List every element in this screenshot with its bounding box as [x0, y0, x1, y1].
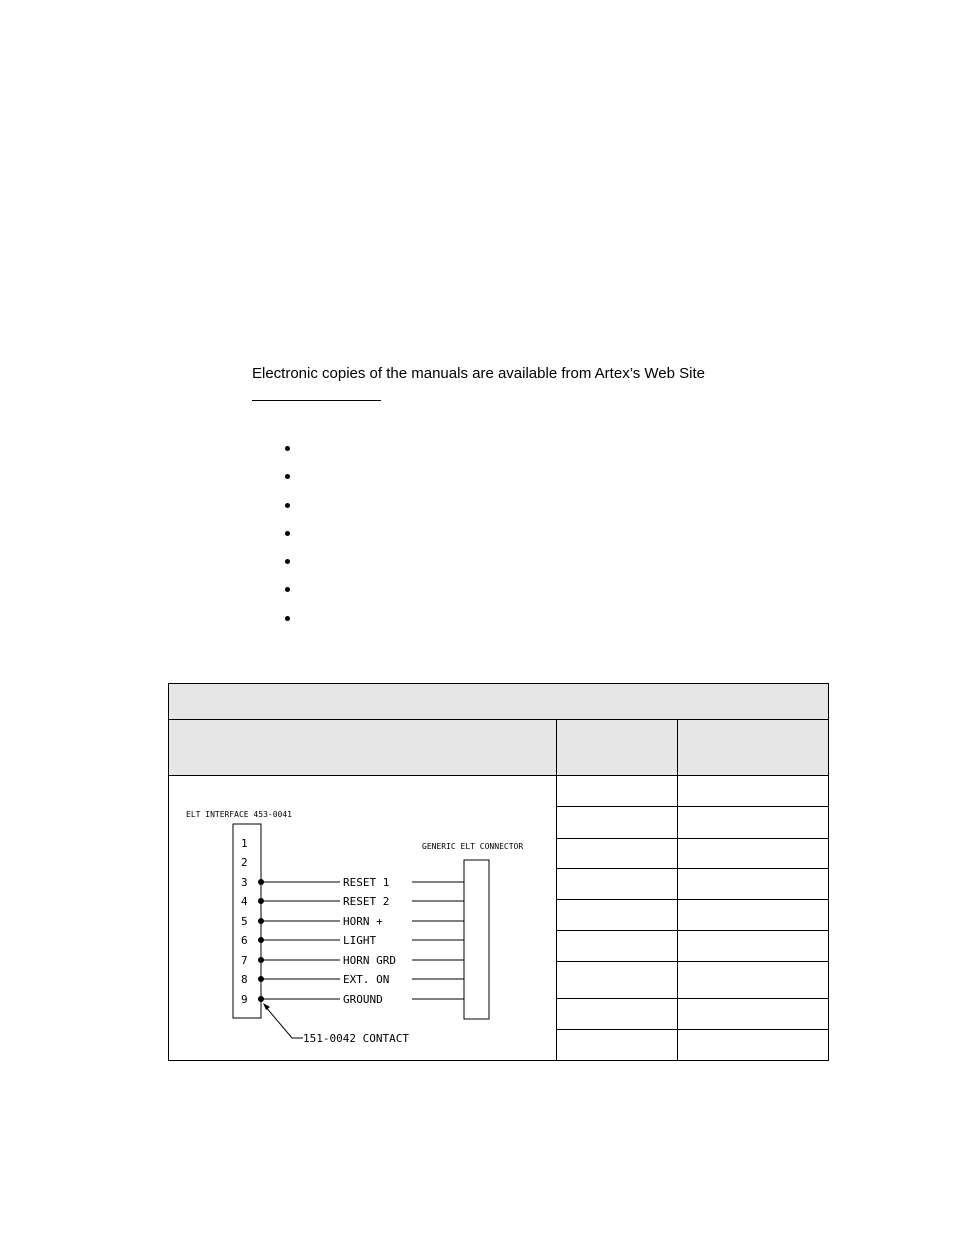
pin-number: 5 [241, 915, 248, 928]
signal-label: HORN GRD [343, 954, 396, 967]
manual-list [280, 440, 292, 638]
list-item [280, 468, 292, 496]
signal-label: RESET 2 [343, 895, 390, 908]
pin-number: 3 [241, 876, 248, 889]
bullet-icon [285, 616, 290, 621]
table-cell-pin [557, 807, 678, 839]
table-cell-function [678, 900, 828, 931]
table-cell-pin [557, 869, 678, 900]
column-header-pin [557, 720, 678, 776]
table-cell-function [678, 869, 828, 900]
table-cell-pin [557, 776, 678, 807]
right-connector-body [464, 860, 489, 1019]
left-connector-label: ELT INTERFACE 453-0041 [186, 810, 292, 819]
table-cell-pin [557, 1030, 678, 1060]
signal-label: GROUND [343, 993, 383, 1006]
table-cell-function [678, 839, 828, 869]
list-item [280, 525, 292, 553]
bullet-icon [285, 503, 290, 508]
contact-label: 151-0042 CONTACT [303, 1032, 409, 1045]
list-item [280, 610, 292, 638]
bullet-icon [285, 531, 290, 536]
list-item [280, 440, 292, 468]
right-connector-label: GENERIC ELT CONNECTOR [422, 842, 524, 851]
table-cell-pin [557, 931, 678, 962]
table-title [169, 684, 828, 720]
pin-number: 6 [241, 934, 248, 947]
signal-label: RESET 1 [343, 876, 390, 889]
signal-label: EXT. ON [343, 973, 390, 986]
table-cell-pin [557, 900, 678, 931]
signal-label: LIGHT [343, 934, 377, 947]
list-item [280, 497, 292, 525]
table-cell-function [678, 1030, 828, 1060]
wiring-diagram-cell [169, 776, 557, 1060]
bullet-icon [285, 559, 290, 564]
table-cell-function [678, 776, 828, 807]
web-site-link-underline[interactable] [252, 400, 381, 401]
pin-number: 7 [241, 954, 248, 967]
column-header-diagram [169, 720, 557, 776]
pin-number: 4 [241, 895, 248, 908]
contact-arrowhead [263, 1003, 270, 1010]
list-item [280, 581, 292, 609]
table-cell-pin [557, 839, 678, 869]
table-cell-pin [557, 962, 678, 999]
intro-text: Electronic copies of the manuals are available from Artex’s Web Site [252, 365, 706, 382]
pin-number: 1 [241, 837, 248, 850]
signal-label: HORN + [343, 915, 383, 928]
pin-number: 2 [241, 856, 248, 869]
table-cell-function [678, 807, 828, 839]
table-cell-pin [557, 999, 678, 1030]
pin-number: 8 [241, 973, 248, 986]
pin-number: 9 [241, 993, 248, 1006]
wiring-diagram [169, 776, 555, 1060]
table-cell-function [678, 931, 828, 962]
column-header-function [678, 720, 828, 776]
wiring-table [168, 683, 829, 1061]
table-cell-function [678, 999, 828, 1030]
list-item [280, 553, 292, 581]
contact-leader-line [265, 1006, 303, 1038]
bullet-icon [285, 587, 290, 592]
table-cell-function [678, 962, 828, 999]
bullet-icon [285, 446, 290, 451]
bullet-icon [285, 474, 290, 479]
